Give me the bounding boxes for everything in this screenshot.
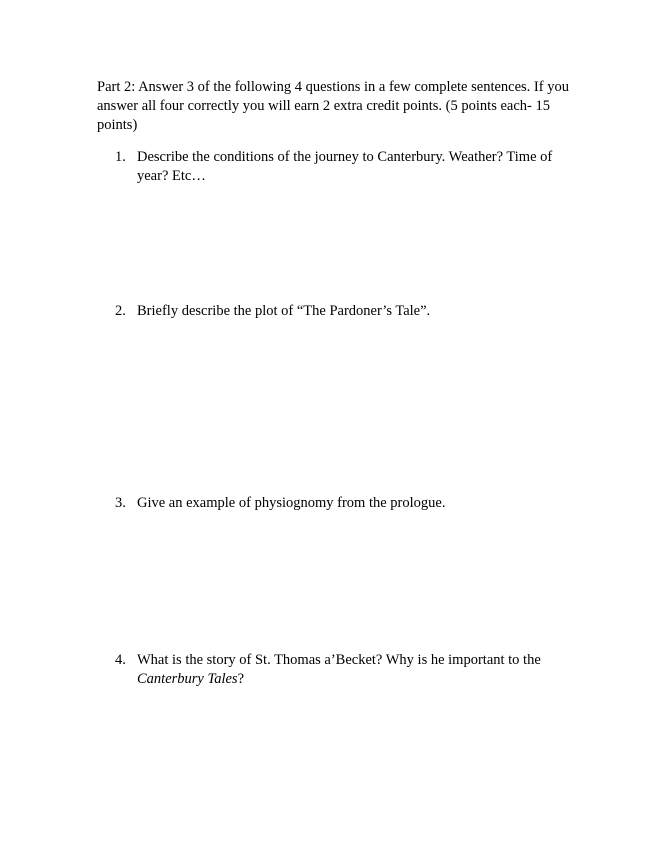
- question-number: 3.: [115, 495, 126, 511]
- question-text: [137, 651, 575, 689]
- question-2: [115, 302, 575, 321]
- question-1: [115, 148, 575, 186]
- question-4: [115, 651, 575, 689]
- instructions-paragraph: Part 2: Answer 3 of the following 4 questions in a few complete sentences. If you answer all four correctly you will earn 2 extra credit points. (5 points each- 15 points): [97, 79, 569, 133]
- question-number: 2.: [115, 303, 126, 319]
- question-text-start: What is the story of St. Thomas a’Becket? Why is he important to the: [137, 652, 541, 668]
- question-number: 1.: [115, 149, 126, 165]
- book-title: Canterbury Tales: [137, 671, 238, 687]
- question-text: Describe the conditions of the journey to Canterbury. Weather? Time of year? Etc…: [137, 149, 553, 184]
- question-text: Briefly describe the plot of “The Pardoner’s Tale”.: [137, 303, 431, 319]
- question-text: Give an example of physiognomy from the prologue.: [137, 495, 446, 511]
- question-number: 4.: [115, 652, 126, 668]
- question-text-end: ?: [237, 671, 245, 687]
- question-3: [115, 494, 575, 513]
